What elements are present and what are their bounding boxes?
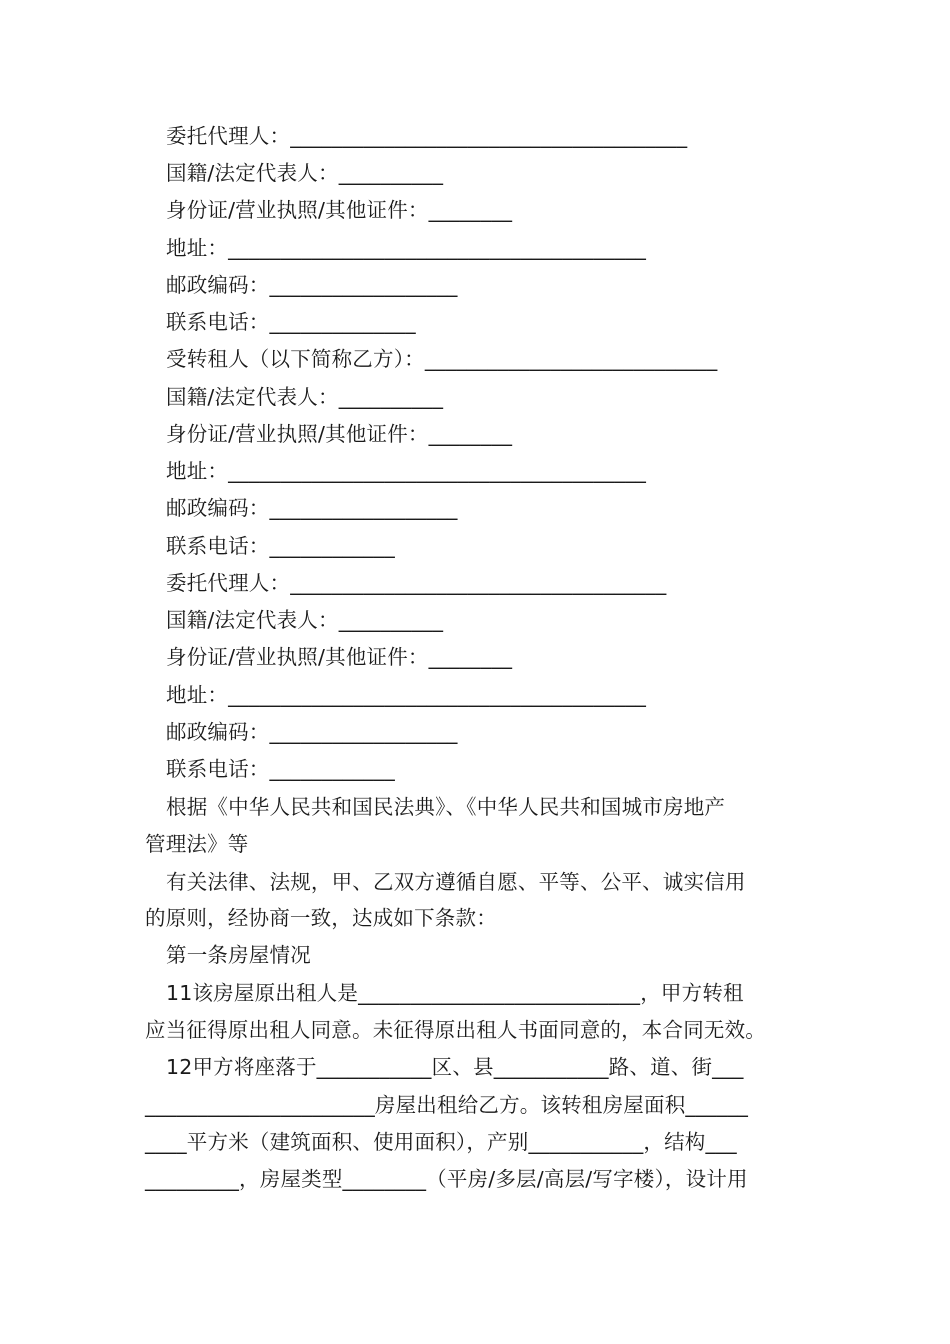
paragraph-line: 应当征得原出租人同意。未征得原出租人书面同意的，本合同无效。 bbox=[145, 1018, 766, 1042]
paragraph-line: 的原则，经协商一致，达成如下条款： bbox=[145, 906, 497, 930]
text-line: 联系电话：______________ bbox=[166, 310, 416, 334]
paragraph-line: ____平方米（建筑面积、使用面积），产别___________，结构___ bbox=[145, 1130, 737, 1154]
text-line: 国籍/法定代表人：__________ bbox=[166, 608, 444, 632]
text-line: 身份证/营业执照/其他证件：________ bbox=[166, 645, 513, 669]
text-line: 地址：________________________________________ bbox=[166, 683, 647, 707]
text-line: 国籍/法定代表人：__________ bbox=[166, 385, 444, 409]
paragraph-line: 11该房屋原出租人是___________________________，甲方转租 bbox=[166, 981, 744, 1005]
paragraph-line: 根据《中华人民共和国民法典》、《中华人民共和国城市房地产 bbox=[166, 795, 726, 819]
paragraph-line: ______________________房屋出租给乙方。该转租房屋面积______ bbox=[145, 1093, 749, 1117]
section-heading: 第一条房屋情况 bbox=[166, 943, 311, 967]
text-line: 身份证/营业执照/其他证件：________ bbox=[166, 198, 513, 222]
text-line: 受转租人（以下简称乙方）：____________________________ bbox=[166, 347, 718, 371]
text-line: 委托代理人：______________________________________ bbox=[166, 124, 688, 148]
text-line: 联系电话：____________ bbox=[166, 757, 395, 781]
paragraph-line: 12甲方将座落于___________区、县___________路、道、街___ bbox=[166, 1055, 744, 1079]
paragraph-line: 管理法》等 bbox=[145, 832, 249, 856]
text-line: 联系电话：____________ bbox=[166, 534, 395, 558]
text-line: 邮政编码：__________________ bbox=[166, 273, 458, 297]
paragraph-line: 有关法律、法规，甲、乙双方遵循自愿、平等、公平、诚实信用 bbox=[166, 870, 746, 894]
text-line: 地址：________________________________________ bbox=[166, 459, 647, 483]
text-line: 委托代理人：____________________________________ bbox=[166, 571, 667, 595]
text-line: 邮政编码：__________________ bbox=[166, 496, 458, 520]
text-line: 邮政编码：__________________ bbox=[166, 720, 458, 744]
text-line: 国籍/法定代表人：__________ bbox=[166, 161, 444, 185]
paragraph-line: _________，房屋类型________（平房/多层/高层/写字楼），设计用 bbox=[145, 1167, 748, 1191]
text-line: 地址：________________________________________ bbox=[166, 236, 647, 260]
text-line: 身份证/营业执照/其他证件：________ bbox=[166, 422, 513, 446]
